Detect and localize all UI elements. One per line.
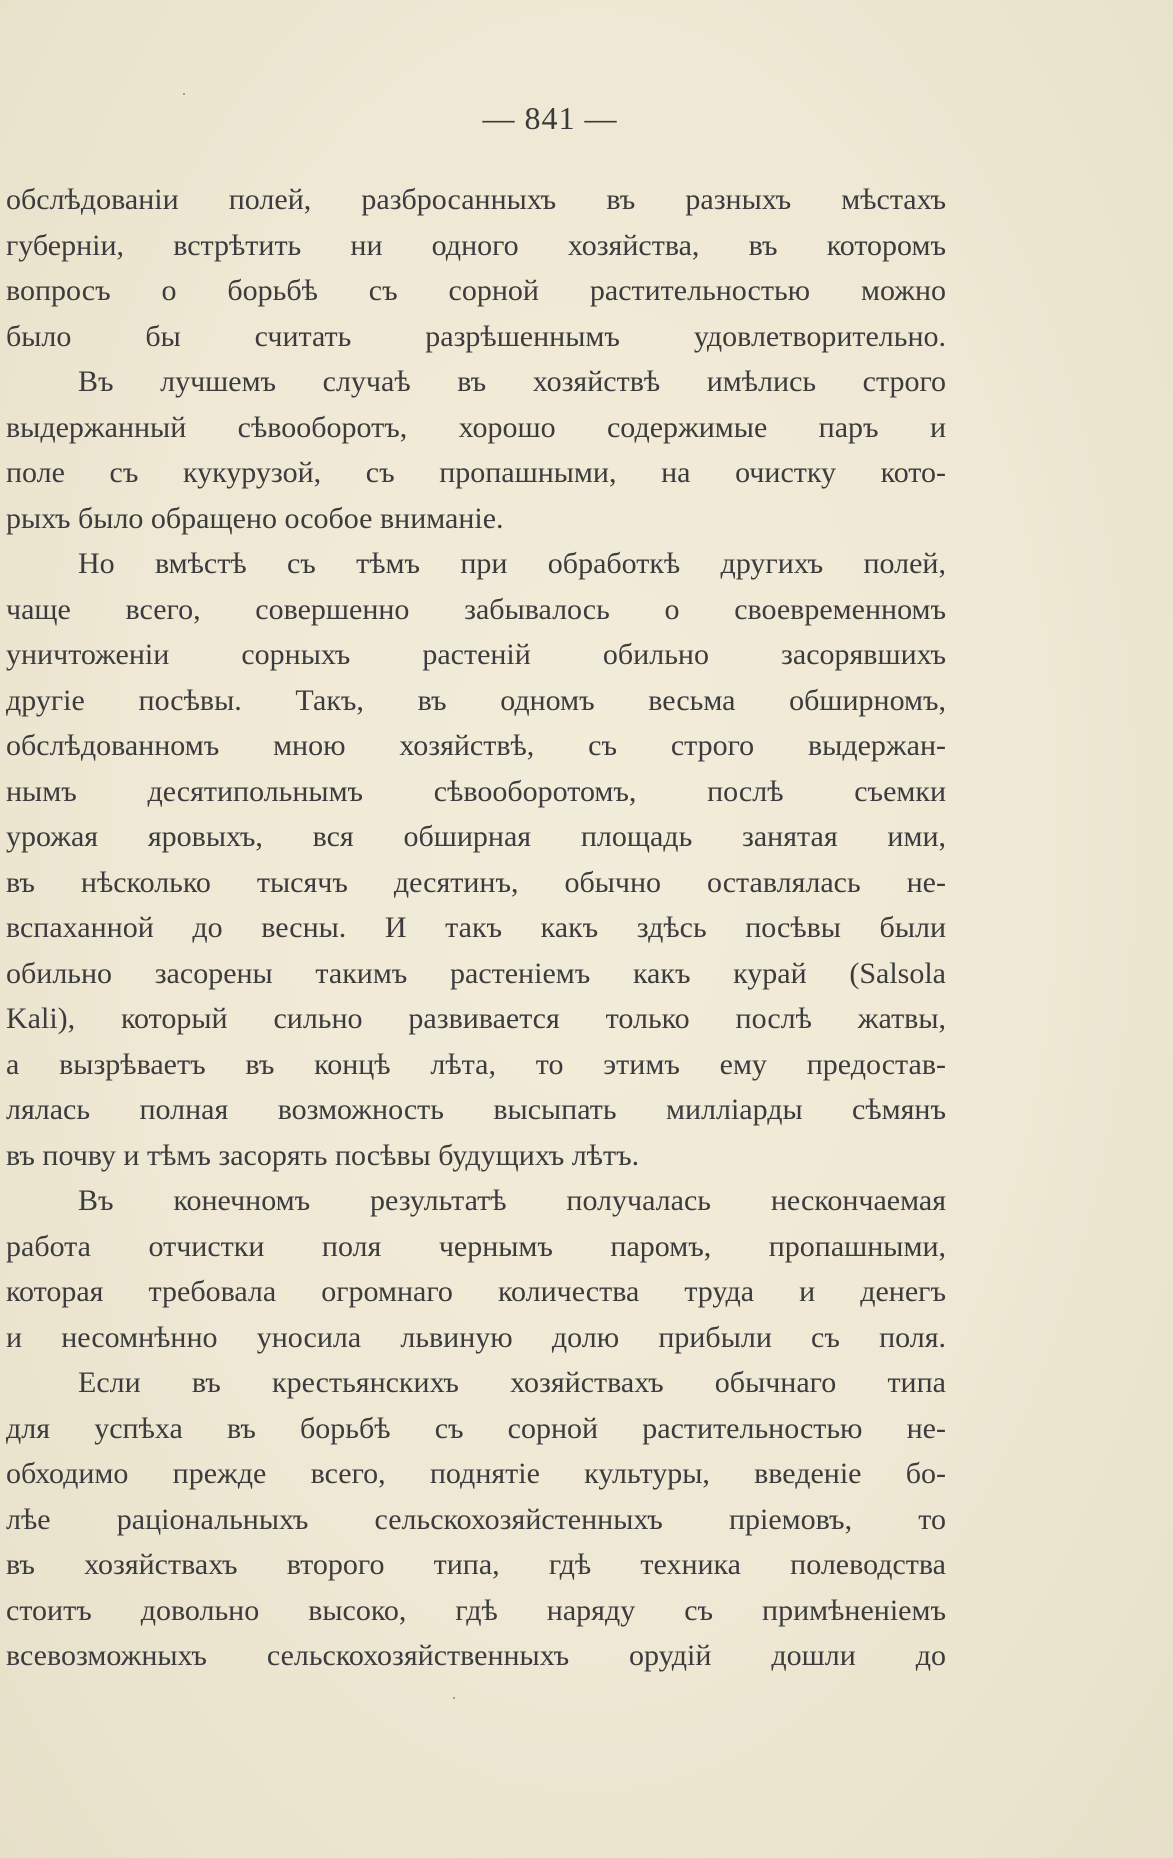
paper-speck (453, 1697, 455, 1699)
text-line: выдержанный сѣвооборотъ, хорошо содержимые паръ и (6, 410, 946, 444)
text-line: уничтоженіи сорныхъ растеній обильно засорявшихъ (6, 638, 946, 671)
text-line: было бы считать разрѣшеннымъ удовлетворительно. (6, 319, 946, 353)
text-line: обслѣдованіи полей, разбросанныхъ въ разныхъ мѣстахъ (6, 183, 946, 216)
text-line: вспаханной до весны. И такъ какъ здѣсь посѣвы были (6, 911, 946, 944)
text-line: поле съ кукурузой, съ пропашными, на очистку кото- (6, 456, 946, 489)
text-line: въ нѣсколько тысячъ десятинъ, обычно оставлялась не- (6, 865, 946, 899)
text-line: въ хозяйствахъ второго типа, гдѣ техника полеводства (6, 1548, 946, 1581)
text-line: губерніи, встрѣтить ни одного хозяйства, въ которомъ (6, 228, 946, 262)
text-line: нымъ десятипольнымъ сѣвооборотомъ, послѣ съемки (6, 774, 946, 808)
text-line: а вызрѣваетъ въ концѣ лѣта, то этимъ ему предостав- (6, 1047, 946, 1081)
text-line: для успѣха въ борьбѣ съ сорной растительностью не- (6, 1411, 946, 1445)
page-number: — 841 — (482, 100, 618, 136)
text-line: обслѣдованномъ мною хозяйствѣ, съ строго выдержан- (6, 729, 946, 762)
text-line: урожая яровыхъ, вся обширная площадь занятая ими, (6, 820, 946, 853)
text-line: Kali), который сильно развивается только послѣ жатвы, (6, 1002, 946, 1035)
text-line: обходимо прежде всего, поднятіе культуры, введеніе бо- (6, 1457, 946, 1490)
text-line: работа отчистки поля чернымъ паромъ, пропашными, (6, 1229, 946, 1263)
text-line: другіе посѣвы. Такъ, въ одномъ весьма обширномъ, (6, 683, 946, 717)
text-line: въ почву и тѣмъ засорять посѣвы будущихъ лѣтъ. (6, 1138, 640, 1172)
text-line: которая требовала огромнаго количества труда и денегъ (6, 1275, 946, 1308)
text-line: Въ конечномъ результатѣ получалась нескончаемая (78, 1184, 946, 1217)
paper-speck (183, 93, 185, 95)
text-line: стоитъ довольно высоко, гдѣ наряду съ примѣненіемъ (6, 1593, 946, 1627)
text-line: лялась полная возможность высыпать милліарды сѣмянъ (6, 1093, 946, 1126)
body-text (6, 177, 946, 1679)
text-line: вопросъ о борьбѣ съ сорной растительностью можно (6, 274, 946, 307)
text-line: Въ лучшемъ случаѣ въ хозяйствѣ имѣлись строго (78, 365, 946, 398)
text-line: чаще всего, совершенно забывалось о своевременномъ (6, 592, 946, 626)
text-line: Если въ крестьянскихъ хозяйствахъ обычнаго типа (78, 1366, 946, 1399)
text-line: обильно засорены такимъ растеніемъ какъ курай (Salsola (6, 956, 946, 990)
text-line: всевозможныхъ сельскохозяйственныхъ орудій дошли до (6, 1639, 946, 1672)
text-line: рыхъ было обращено особое вниманіе. (6, 501, 504, 535)
text-line: лѣе раціональныхъ сельскохозяйстенныхъ пріемовъ, то (6, 1502, 946, 1536)
text-line: и несомнѣнно уносила львиную долю прибыли съ поля. (6, 1320, 946, 1354)
text-line: Но вмѣстѣ съ тѣмъ при обработкѣ другихъ полей, (78, 547, 946, 580)
